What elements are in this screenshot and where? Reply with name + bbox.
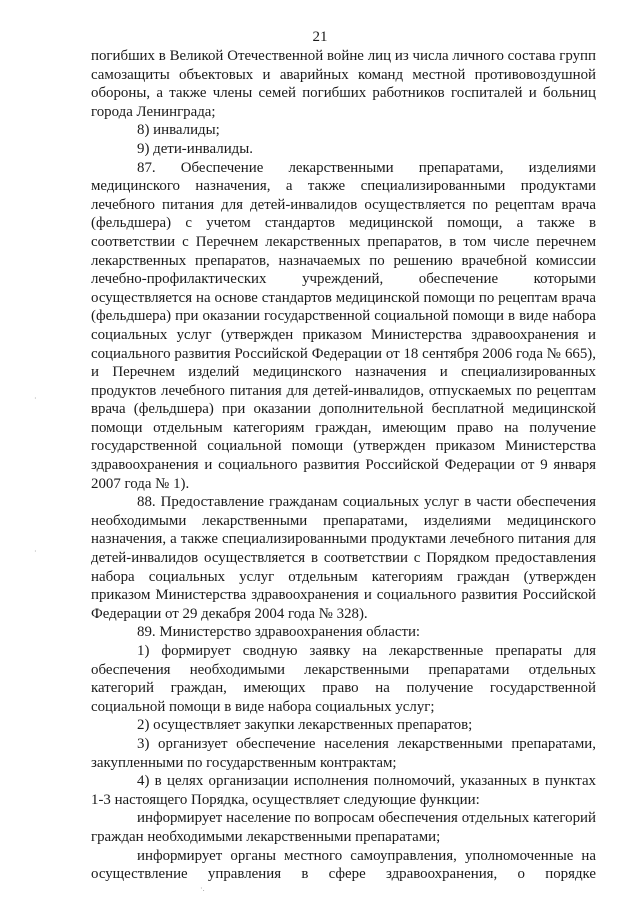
margin-mark-bottom: ·.: [200, 884, 205, 893]
body-text: [91, 47, 596, 884]
list-item-9: 9) дети-инвалиды.: [137, 140, 253, 157]
subitem-1: 1) формирует сводную заявку на лекарственные препараты для обеспечения необходимыми лекарственными препаратами отдельных категорий граждан, имеющих право на получение государственной социальной помощи в виде набора социальных услуг;: [91, 643, 596, 715]
margin-mark-left: ·: [34, 394, 37, 403]
function-inform-population: информирует население по вопросам обеспечения отдельных категорий граждан необходимыми лекарственными препаратами;: [91, 810, 596, 845]
subitem-4: 4) в целях организации исполнения полномочий, указанных в пунктах 1-3 настоящего Порядка, осуществляет следующие функции:: [91, 773, 596, 808]
subitem-2: 2) осуществляет закупки лекарственных препаратов;: [137, 717, 473, 734]
paragraph-89: 89. Министерство здравоохранения области:: [137, 624, 421, 641]
page-number: 21: [312, 29, 328, 45]
paragraph-88: 88. Предоставление гражданам социальных услуг в части обеспечения необходимыми лекарственными препаратами, изделиями медицинского назначения, а также специализированными продуктами лечебного питания для детей-инвалидов осуществляется в соответствии с Порядком предоставления набора социальных услуг отдельным категориям граждан (утвержден приказом Министерства здравоохранения и социального развития Российской Федерации от 29 декабря 2004 года № 328).: [91, 494, 596, 622]
paragraph-87: 87. Обеспечение лекарственными препаратами, изделиями медицинского назначения, а также специализированными продуктами лечебного питания для детей-инвалидов осуществляется по рецептам врача (фельдшера) с учетом стандартов медицинской помощи, а также в соответствии с Перечнем лекарственных препаратов, в том числе перечнем лекарственных препаратов, назначаемых по решению врачебной комиссии лечебно-профилактических учреждений, обеспечение которыми осуществляется на основе стандартов медицинской помощи по рецептам врача (фельдшера) при оказании государственной социальной помощи в виде набора социальных услуг (утвержден приказом Министерства здравоохранения и социального развития Российской Федерации от 18 сентября 2006 года № 665), и Перечнем изделий медицинского назначения и специализированных продуктов лечебного питания для детей-инвалидов, отпускаемых по рецептам врача (фельдшера) при оказании дополнительной бесплатной медицинской помощи отдельным категориям граждан, имеющим право на получение государственной социальной помощи (утвержден приказом Министерства здравоохранения и социального развития Российской Федерации от 9 января 2007 года № 1).: [91, 159, 596, 492]
margin-mark-left-lower: ·: [34, 547, 37, 556]
subitem-3: 3) организует обеспечение населения лекарственными препаратами, закупленными по государственным контрактам;: [91, 735, 596, 771]
function-inform-authorities: информирует органы местного самоуправления, уполномоченные на осуществление управления в сфере здравоохранения, о порядке: [91, 847, 596, 883]
paragraph-continuation: погибших в Великой Отечественной войне лиц из числа личного состава групп самозащиты объектовых и аварийных команд местной противовоздушной обороны, а также члены семей погибших работников госпиталей и больниц города Ленинграда;: [91, 48, 596, 120]
list-item-8: 8) инвалиды;: [137, 122, 220, 139]
